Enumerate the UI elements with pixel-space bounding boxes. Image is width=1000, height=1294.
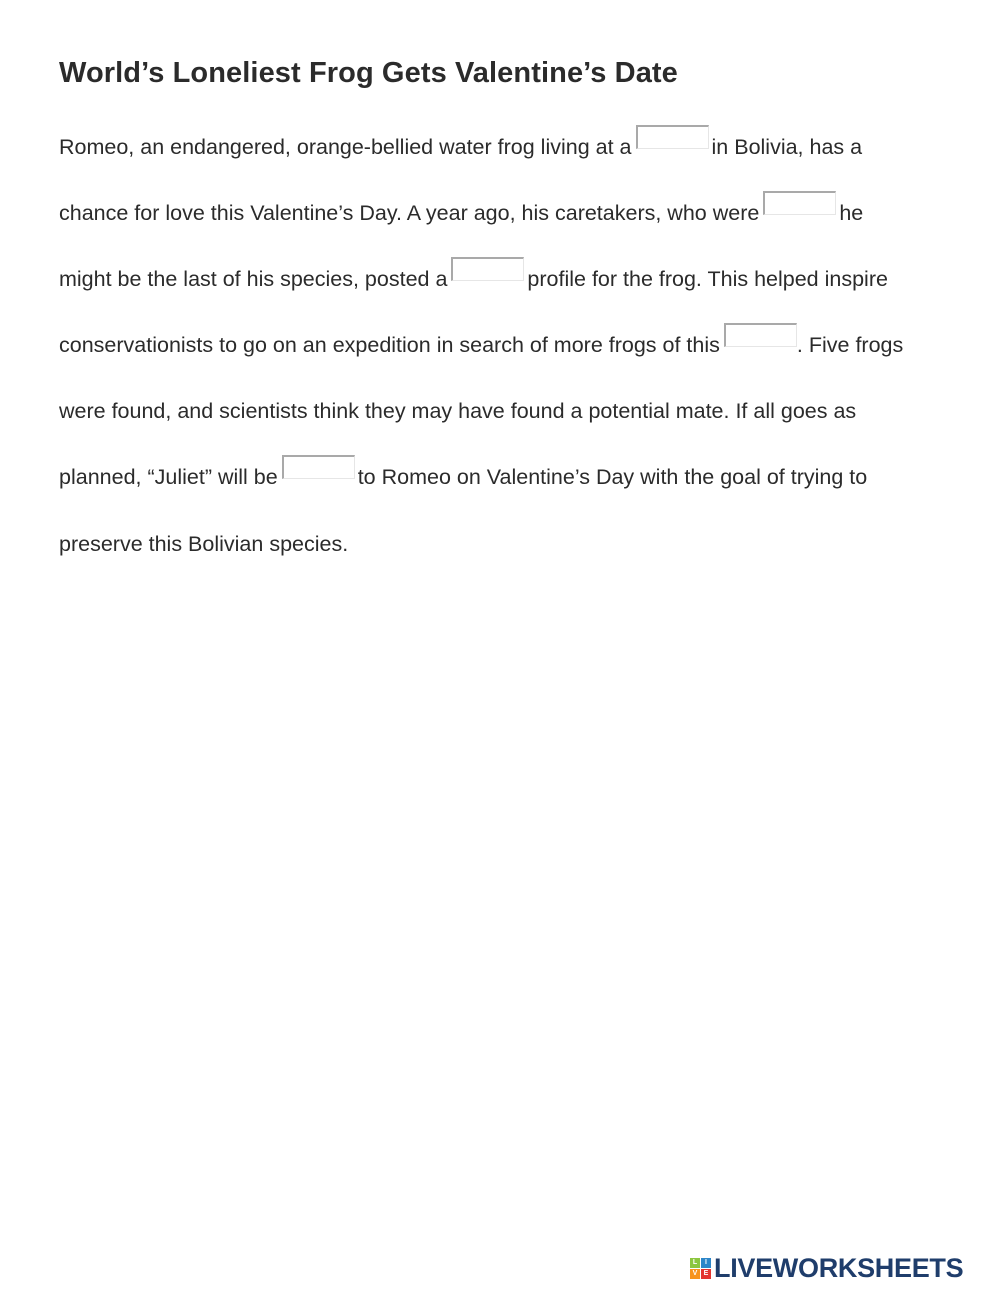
logo-mark-tile: V (690, 1269, 700, 1279)
text-segment: he (839, 201, 864, 225)
text-line (59, 529, 348, 559)
text-line (59, 264, 888, 294)
answer-blank-1[interactable] (636, 125, 709, 149)
text-segment: were found, and scientists think they may have found a potential mate. If all goes as (59, 399, 857, 423)
answer-blank-2[interactable] (763, 191, 836, 215)
text-segment: preserve this Bolivian species. (59, 532, 349, 556)
text-segment: conservationists to go on an expedition in search of more frogs of this (59, 333, 720, 357)
answer-blank-5[interactable] (282, 455, 355, 479)
text-segment: Romeo, an endangered, orange-bellied water frog living at a (59, 135, 632, 159)
text-segment: chance for love this Valentine’s Day. A year ago, his caretakers, who were (59, 201, 760, 225)
worksheet-title: World’s Loneliest Frog Gets Valentine’s Date (59, 57, 678, 89)
text-line (59, 132, 862, 162)
text-line (59, 330, 903, 360)
text-segment: might be the last of his species, posted a (59, 267, 448, 291)
answer-blank-4[interactable] (724, 323, 797, 347)
text-line (59, 462, 867, 492)
text-segment: profile for the frog. This helped inspire (527, 267, 888, 291)
text-line (59, 198, 863, 228)
text-segment: . Five frogs (796, 333, 904, 357)
logo-mark-tile: I (701, 1258, 711, 1268)
logo-text: LIVEWORKSHEETS (714, 1253, 964, 1283)
text-line (59, 396, 856, 426)
logo-mark-tile: E (701, 1269, 711, 1279)
liveworksheets-logo[interactable] (690, 1252, 963, 1284)
logo-mark-tile: L (690, 1258, 700, 1268)
logo-mark-icon (690, 1258, 711, 1279)
text-segment: to Romeo on Valentine’s Day with the goal of trying to (357, 465, 868, 489)
text-segment: in Bolivia, has a (711, 135, 863, 159)
answer-blank-3[interactable] (451, 257, 524, 281)
text-segment: planned, “Juliet” will be (59, 465, 278, 489)
